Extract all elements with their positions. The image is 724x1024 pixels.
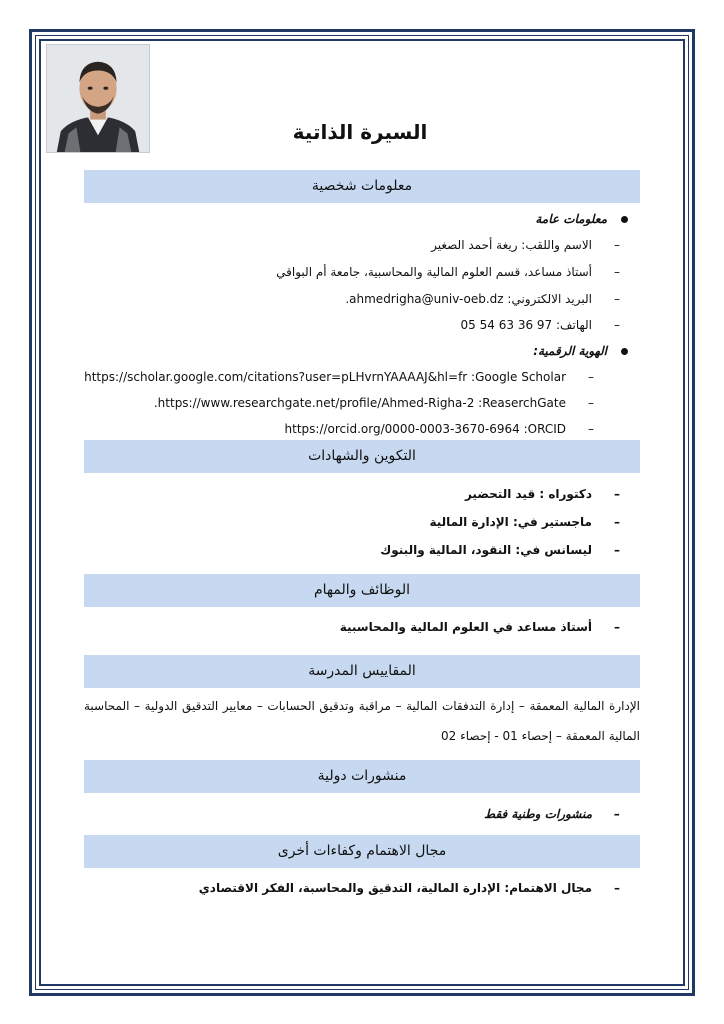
section-heading-jobs: الوظائف والمهام [84, 574, 640, 607]
position-text: أستاذ مساعد، قسم العلوم المالية والمحاسبية، جامعة أم البواقي [276, 265, 592, 279]
section-heading-education: التكوين والشهادات [84, 440, 640, 473]
education-item: –دكتوراه : قيد التحضير [464, 487, 620, 501]
email-text[interactable]: البريد الالكتروني: ahmedrigha@univ-oeb.dz. [345, 292, 592, 306]
dash-icon: – [614, 292, 620, 306]
dash-icon: – [614, 238, 620, 252]
education-item: –ماجستير في: الإدارة المالية [429, 515, 620, 529]
dash-icon: – [614, 515, 620, 529]
researchgate-line [154, 394, 594, 412]
job-item: –أستاذ مساعد في العلوم المالية والمحاسبية [339, 620, 620, 634]
dash-icon: – [614, 543, 620, 557]
interest-item: –مجال الاهتمام: الإدارة المالية، التدقيق والمحاسبة، الفكر الاقتصادي [198, 881, 620, 895]
bullet-icon [621, 348, 628, 355]
courses-text: الإدارة المالية المعمقة – إدارة التدفقات المالية – مراقبة وتدقيق الحسابات – معايير التدقيق الدولية – المحاسبة المالية المعمقة – إحصاء 01 - إحصاء 02 [84, 699, 640, 743]
section-heading-interests: مجال الاهتمام وكفاءات أخرى [84, 835, 640, 868]
section-heading-courses: المقاييس المدرسة [84, 655, 640, 688]
orcid-link[interactable]: https://orcid.org/0000-0003-3670-6964 :ORCID [284, 422, 566, 436]
name-text: الاسم واللقب: ريغة أحمد الصغير [431, 238, 592, 252]
orcid-line [285, 420, 594, 438]
page-title: السيرة الذاتية [292, 120, 428, 144]
dash-icon: – [588, 370, 594, 384]
education-item: –ليسانس في: النقود، المالية والبنوك [380, 543, 620, 557]
phone-line [460, 316, 620, 334]
dash-icon: – [614, 807, 620, 821]
name-line [431, 236, 620, 254]
phone-text: الهاتف: 97 36 63 54 05 [460, 318, 592, 332]
digital-identity-label: الهوية الرقمية: [533, 342, 628, 360]
dash-icon: – [614, 620, 620, 634]
section-heading-publications: منشورات دولية [84, 760, 640, 793]
profile-photo [46, 44, 150, 153]
publication-item: –منشورات وطنية فقط [484, 807, 620, 821]
scholar-link[interactable]: https://scholar.google.com/citations?user=pLHvrnYAAAAJ&hl=fr :Google Scholar [84, 370, 566, 384]
dash-icon: – [614, 318, 620, 332]
bullet-icon [621, 216, 628, 223]
section-heading-personal: معلومات شخصية [84, 170, 640, 203]
dash-icon: – [588, 422, 594, 436]
email-line [345, 290, 620, 308]
dash-icon: – [614, 265, 620, 279]
position-line [276, 263, 620, 281]
dash-icon: – [614, 881, 620, 895]
scholar-line [84, 368, 594, 386]
researchgate-link[interactable]: https://www.researchgate.net/profile/Ahmed-Righa-2 :ReaserchGate. [153, 396, 566, 410]
dash-icon: – [588, 396, 594, 410]
dash-icon: – [614, 487, 620, 501]
general-info-label: معلومات عامة [535, 210, 628, 228]
